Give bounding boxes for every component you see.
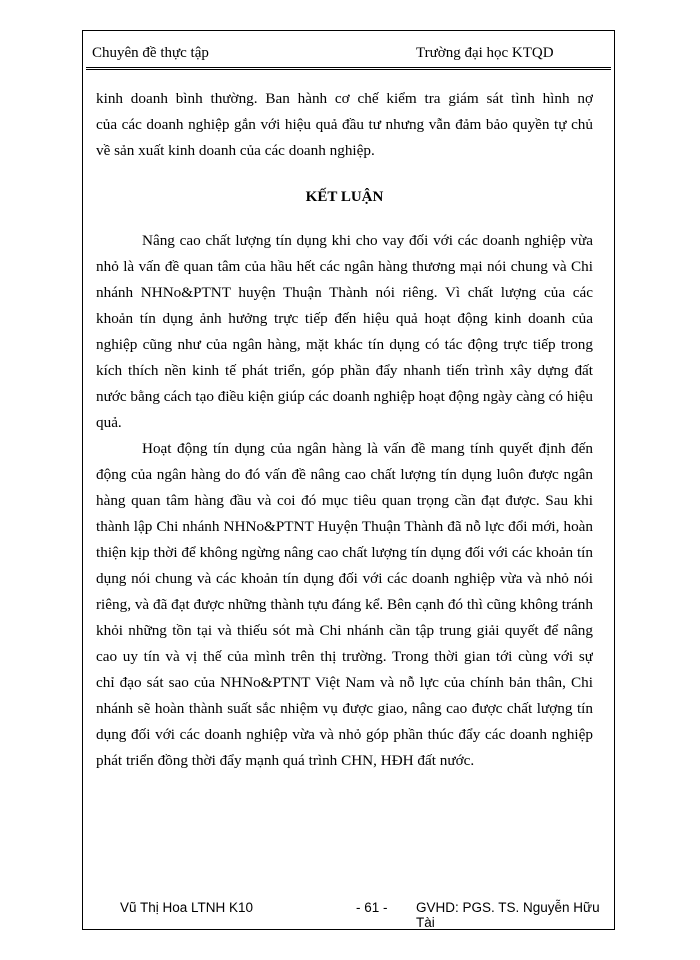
text-line: nhỏ là vấn đề quan tâm của hầu hết các ngân hàng thương mại nói chung và Chi xyxy=(96,258,593,275)
text-line: khoản tín dụng ảnh hưởng trực tiếp đến hiệu quả hoạt động kinh doanh của xyxy=(96,310,593,327)
text-line: khỏi những tồn tại và thiếu sót mà Chi nhánh cần tập trung giải quyết để nâng xyxy=(96,622,593,639)
header-document-type: Chuyên đề thực tập xyxy=(92,45,209,61)
text-line: phát triển đồng thời đẩy mạnh quá trình CHN, HĐH đất nước. xyxy=(96,752,475,769)
text-line: nhánh sẽ hoàn thành suất sắc nhiệm vụ được giao, nâng cao được chất lượng tín xyxy=(96,700,593,717)
section-heading: KẾT LUẬN xyxy=(305,189,384,205)
text-line: của các doanh nghiệp gắn với hiệu quả đầu tư nhưng vẫn đảm bảo quyền tự chủ xyxy=(96,116,593,133)
conclusion-paragraph-1 xyxy=(96,228,593,436)
text-line: động của ngân hàng do đó vấn đề nâng cao chất lượng tín dụng luôn được ngân xyxy=(96,466,593,483)
text-line: riêng, và đã đạt được những thành tựu đáng kể. Bên cạnh đó thì cũng không tránh xyxy=(96,596,593,613)
text-line: nước bằng cách tạo điều kiện giúp các doanh nghiệp hoạt động ngày càng có hiệu xyxy=(96,388,593,405)
text-line: nghiệp cũng như của ngân hàng, mặt khác tín dụng có tác động trực tiếp trong xyxy=(96,336,593,353)
text-line: chỉ đạo sát sao của NHNo&PTNT Việt Nam và nỗ lực của chính bản thân, Chi xyxy=(96,674,593,691)
text-line: thiện kịp thời để không ngừng nâng cao chất lượng tín dụng đối với các khoản tín xyxy=(96,544,593,561)
text-line: cao uy tín và vị thế của mình trên thị trường. Trong thời gian tới cùng với sự xyxy=(96,648,593,665)
header-university: Trường đại học KTQD xyxy=(416,45,554,61)
text-line: Nâng cao chất lượng tín dụng khi cho vay đối với các doanh nghiệp vừa xyxy=(142,232,593,249)
text-line: dụng nói chung và các khoản tín dụng đối với các doanh nghiệp vừa và nhỏ nói xyxy=(96,570,593,587)
intro-paragraph xyxy=(96,86,593,164)
text-line: quả. xyxy=(96,414,122,431)
text-line: kinh doanh bình thường. Ban hành cơ chế kiểm tra giám sát tình hình nợ xyxy=(96,90,593,107)
text-line: Hoạt động tín dụng của ngân hàng là vấn đề mang tính quyết định đến xyxy=(142,440,593,457)
text-line: nhánh NHNo&PTNT huyện Thuận Thành nói riêng. Vì chất lượng của các xyxy=(96,284,593,301)
page-number: - 61 - xyxy=(356,900,388,915)
text-line: dụng đối với các doanh nghiệp vừa và nhỏ góp phần thúc đẩy các doanh nghiệp xyxy=(96,726,593,743)
text-line: hàng quan tâm hàng đầu và coi đó mục tiêu quan trọng cần đạt được. Sau khi xyxy=(96,492,593,509)
footer-author: Vũ Thị Hoa LTNH K10 xyxy=(120,900,254,915)
page-footer xyxy=(86,896,611,930)
text-line: kích thích nền kinh tế phát triển, góp phần đẩy nhanh tiến trình xây dựng đất xyxy=(96,362,593,379)
document-body xyxy=(96,86,593,774)
page-header xyxy=(86,40,611,70)
text-line: thành lập Chi nhánh NHNo&PTNT Huyện Thuận Thành đã nỗ lực đổi mới, hoàn xyxy=(96,518,593,535)
text-line: về sản xuất kinh doanh của các doanh nghiệp. xyxy=(96,142,375,159)
conclusion-paragraph-2 xyxy=(96,436,593,774)
footer-advisor: GVHD: PGS. TS. Nguyễn Hữu Tài xyxy=(416,900,600,930)
